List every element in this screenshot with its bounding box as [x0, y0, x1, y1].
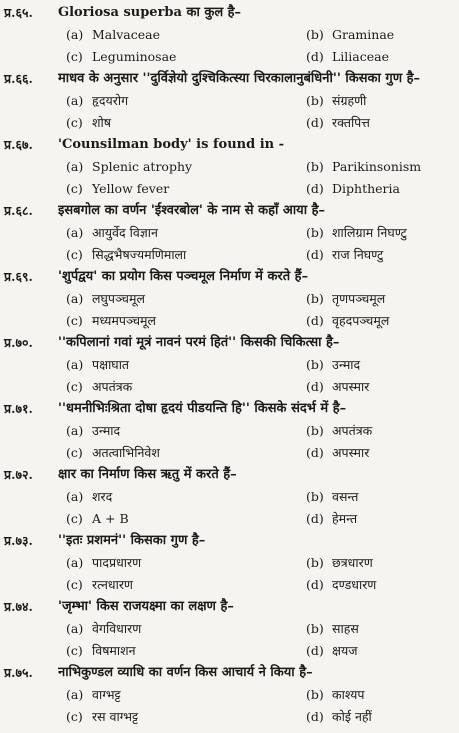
option-label: (d): [306, 511, 324, 526]
option-label: (a): [66, 687, 84, 702]
option-label: (c): [66, 379, 83, 394]
option-d: [306, 312, 389, 330]
option-text: शालिग्राम निघण्टु: [332, 225, 407, 240]
question-number: प्र.६६.: [4, 71, 33, 86]
option-text: मध्यमपञ्चमूल: [92, 313, 156, 328]
option-label: (d): [306, 115, 324, 130]
option-b: [306, 224, 407, 242]
question-67: [0, 136, 459, 202]
option-d: [306, 180, 400, 198]
option-c: [66, 180, 169, 198]
option-label: (b): [306, 423, 324, 438]
option-text: विषमाशन: [92, 643, 136, 658]
option-text: पक्षाघात: [92, 357, 130, 372]
option-text: Graminae: [332, 27, 395, 42]
question-number: प्र.६८.: [4, 203, 33, 218]
option-text: अपतंत्रक: [92, 379, 133, 394]
option-b: [306, 26, 394, 44]
option-text: सिद्धभैषज्यमणिमाला: [92, 247, 187, 262]
option-label: (b): [306, 621, 324, 636]
option-c: [66, 708, 138, 726]
question-text: नाभिकुण्डल व्याधि का वर्णन किस आचार्य ने किया है–: [58, 665, 313, 680]
option-b: [306, 686, 365, 704]
option-d: [306, 510, 357, 528]
option-label: (b): [306, 159, 324, 174]
option-a: [66, 224, 158, 242]
option-a: [66, 620, 141, 638]
option-text: अपतंत्रक: [332, 423, 373, 438]
option-label: (c): [66, 643, 83, 658]
option-b: [306, 422, 372, 440]
option-label: (b): [306, 291, 324, 306]
option-text: Splenic atrophy: [92, 159, 193, 174]
option-label: (d): [306, 181, 324, 196]
option-d: [306, 576, 376, 594]
question-text: माधव के अनुसार ''दुर्विज्ञेयो दुश्चिकित्स्या चिरकालानुबंधिनी'' किसका गुण है–: [58, 71, 421, 86]
question-74: [0, 598, 459, 664]
option-text: दण्डधारण: [332, 577, 377, 592]
question-text: Gloriosa superba का कुल है–: [58, 5, 242, 20]
option-text: वेगविधारण: [92, 621, 142, 636]
option-text: वृहदपञ्चमूल: [332, 313, 390, 328]
option-label: (a): [66, 225, 84, 240]
option-text: शरद: [92, 489, 113, 504]
option-b: [306, 92, 366, 110]
option-a: [66, 26, 160, 44]
option-text: क्षयज: [332, 643, 358, 658]
option-label: (b): [306, 489, 324, 504]
option-d: [306, 642, 358, 660]
option-c: [66, 444, 160, 462]
question-75: [0, 664, 459, 730]
option-d: [306, 48, 389, 66]
option-label: (c): [66, 511, 83, 526]
option-label: (c): [66, 577, 83, 592]
question-number: प्र.७२.: [4, 467, 33, 482]
option-label: (a): [66, 93, 84, 108]
option-text: A + B: [92, 511, 129, 526]
option-a: [66, 356, 129, 374]
option-label: (c): [66, 445, 83, 460]
option-d: [306, 246, 383, 264]
option-label: (a): [66, 27, 84, 42]
option-label: (d): [306, 709, 324, 724]
option-label: (a): [66, 291, 84, 306]
question-number: प्र.७१.: [4, 401, 33, 416]
option-text: वसन्त: [332, 489, 359, 504]
option-c: [66, 312, 156, 330]
option-a: [66, 92, 128, 110]
option-b: [306, 356, 360, 374]
option-text: आयुर्वेद विज्ञान: [92, 225, 158, 240]
option-label: (c): [66, 115, 83, 130]
question-text: ''धमनीभिःश्रिता दोषा हृदयं पीडयन्ति हि'' किसके संदर्भ में है–: [58, 401, 347, 416]
option-b: [306, 554, 373, 572]
option-label: (a): [66, 489, 84, 504]
option-label: (c): [66, 49, 83, 64]
option-text: Liliaceae: [332, 49, 389, 64]
option-text: रस वाग्भट्ट: [92, 709, 139, 724]
option-label: (a): [66, 159, 84, 174]
option-label: (a): [66, 621, 84, 636]
option-label: (c): [66, 181, 83, 196]
option-label: (c): [66, 247, 83, 262]
question-text: इसबगोल का वर्णन 'ईश्वरबोल' के नाम से कहाँ आया है–: [58, 203, 326, 218]
question-number: प्र.६९.: [4, 269, 33, 284]
option-d: [306, 708, 372, 726]
question-73: [0, 532, 459, 598]
option-label: (d): [306, 379, 324, 394]
option-text: लघुपञ्चमूल: [92, 291, 145, 306]
question-71: [0, 400, 459, 466]
option-text: उन्माद: [332, 357, 361, 372]
option-text: छत्रधारण: [332, 555, 373, 570]
option-text: अपस्मार: [332, 379, 370, 394]
option-text: तृणपञ्चमूल: [332, 291, 386, 306]
option-text: राज निघण्टु: [332, 247, 384, 262]
option-label: (b): [306, 27, 324, 42]
question-text: 'जृम्भा' किस राजयक्ष्मा का लक्षण है–: [58, 599, 234, 614]
question-70: [0, 334, 459, 400]
option-text: शोष: [92, 115, 111, 130]
option-b: [306, 290, 385, 308]
option-text: रक्तपित्त: [332, 115, 370, 130]
option-a: [66, 686, 121, 704]
option-b: [306, 620, 359, 638]
option-text: पादप्रधारण: [92, 555, 142, 570]
question-number: प्र.७५.: [4, 665, 33, 680]
option-c: [66, 642, 136, 660]
option-text: हेमन्त: [332, 511, 358, 526]
option-b: [306, 158, 421, 176]
question-68: [0, 202, 459, 268]
option-d: [306, 444, 369, 462]
question-text: ''इतः प्रशमनं'' किसका गुण है–: [58, 533, 206, 548]
option-label: (b): [306, 93, 324, 108]
question-text: क्षार का निर्माण किस ऋतु में करते हैं–: [58, 467, 237, 482]
option-text: Yellow fever: [92, 181, 170, 196]
question-69: [0, 268, 459, 334]
option-b: [306, 488, 358, 506]
question-number: प्र.७४.: [4, 599, 33, 614]
option-label: (c): [66, 709, 83, 724]
option-text: रत्नधारण: [92, 577, 133, 592]
option-a: [66, 488, 112, 506]
option-text: उन्माद: [92, 423, 121, 438]
question-number: प्र.७०.: [4, 335, 33, 350]
option-text: Leguminosae: [92, 49, 177, 64]
option-label: (b): [306, 555, 324, 570]
question-text: 'शुर्पद्वय' का प्रयोग किस पञ्चमूल निर्माण में करते हैं–: [58, 269, 309, 284]
option-label: (b): [306, 357, 324, 372]
option-text: काश्यप: [332, 687, 365, 702]
option-text: हृदयरोग: [92, 93, 129, 108]
option-text: वाग्भट्ट: [92, 687, 121, 702]
option-label: (b): [306, 687, 324, 702]
option-c: [66, 114, 111, 132]
option-text: कोई नहीं: [332, 709, 372, 724]
option-c: [66, 576, 133, 594]
option-label: (a): [66, 555, 84, 570]
question-number: प्र.६७.: [4, 137, 33, 152]
option-text: अपस्मार: [332, 445, 370, 460]
question-65: [0, 4, 459, 70]
question-text: 'Counsilman body' is found in -: [58, 137, 285, 152]
option-text: Parikinsonism: [332, 159, 422, 174]
question-number: प्र.७३.: [4, 533, 33, 548]
option-a: [66, 290, 145, 308]
option-label: (a): [66, 357, 84, 372]
option-c: [66, 48, 176, 66]
question-72: [0, 466, 459, 532]
option-label: (d): [306, 49, 324, 64]
option-label: (c): [66, 313, 83, 328]
option-label: (a): [66, 423, 84, 438]
option-c: [66, 246, 186, 264]
option-text: संग्रहणी: [332, 93, 367, 108]
option-label: (d): [306, 247, 324, 262]
question-text: ''कपिलानां गवां मूत्रं नावनं परमं हितं'' किसकी चिकित्सा है–: [58, 335, 340, 350]
option-text: Diphtheria: [332, 181, 400, 196]
option-text: साहस: [332, 621, 359, 636]
option-c: [66, 378, 132, 396]
option-text: Malvaceae: [92, 27, 161, 42]
option-a: [66, 422, 120, 440]
option-d: [306, 378, 369, 396]
question-66: [0, 70, 459, 136]
option-d: [306, 114, 370, 132]
option-c: [66, 510, 129, 528]
option-a: [66, 554, 141, 572]
option-label: (d): [306, 643, 324, 658]
option-label: (d): [306, 577, 324, 592]
option-label: (b): [306, 225, 324, 240]
question-number: प्र.६५.: [4, 5, 33, 20]
option-a: [66, 158, 192, 176]
option-label: (d): [306, 445, 324, 460]
option-label: (d): [306, 313, 324, 328]
option-text: अतत्वाभिनिवेश: [92, 445, 160, 460]
